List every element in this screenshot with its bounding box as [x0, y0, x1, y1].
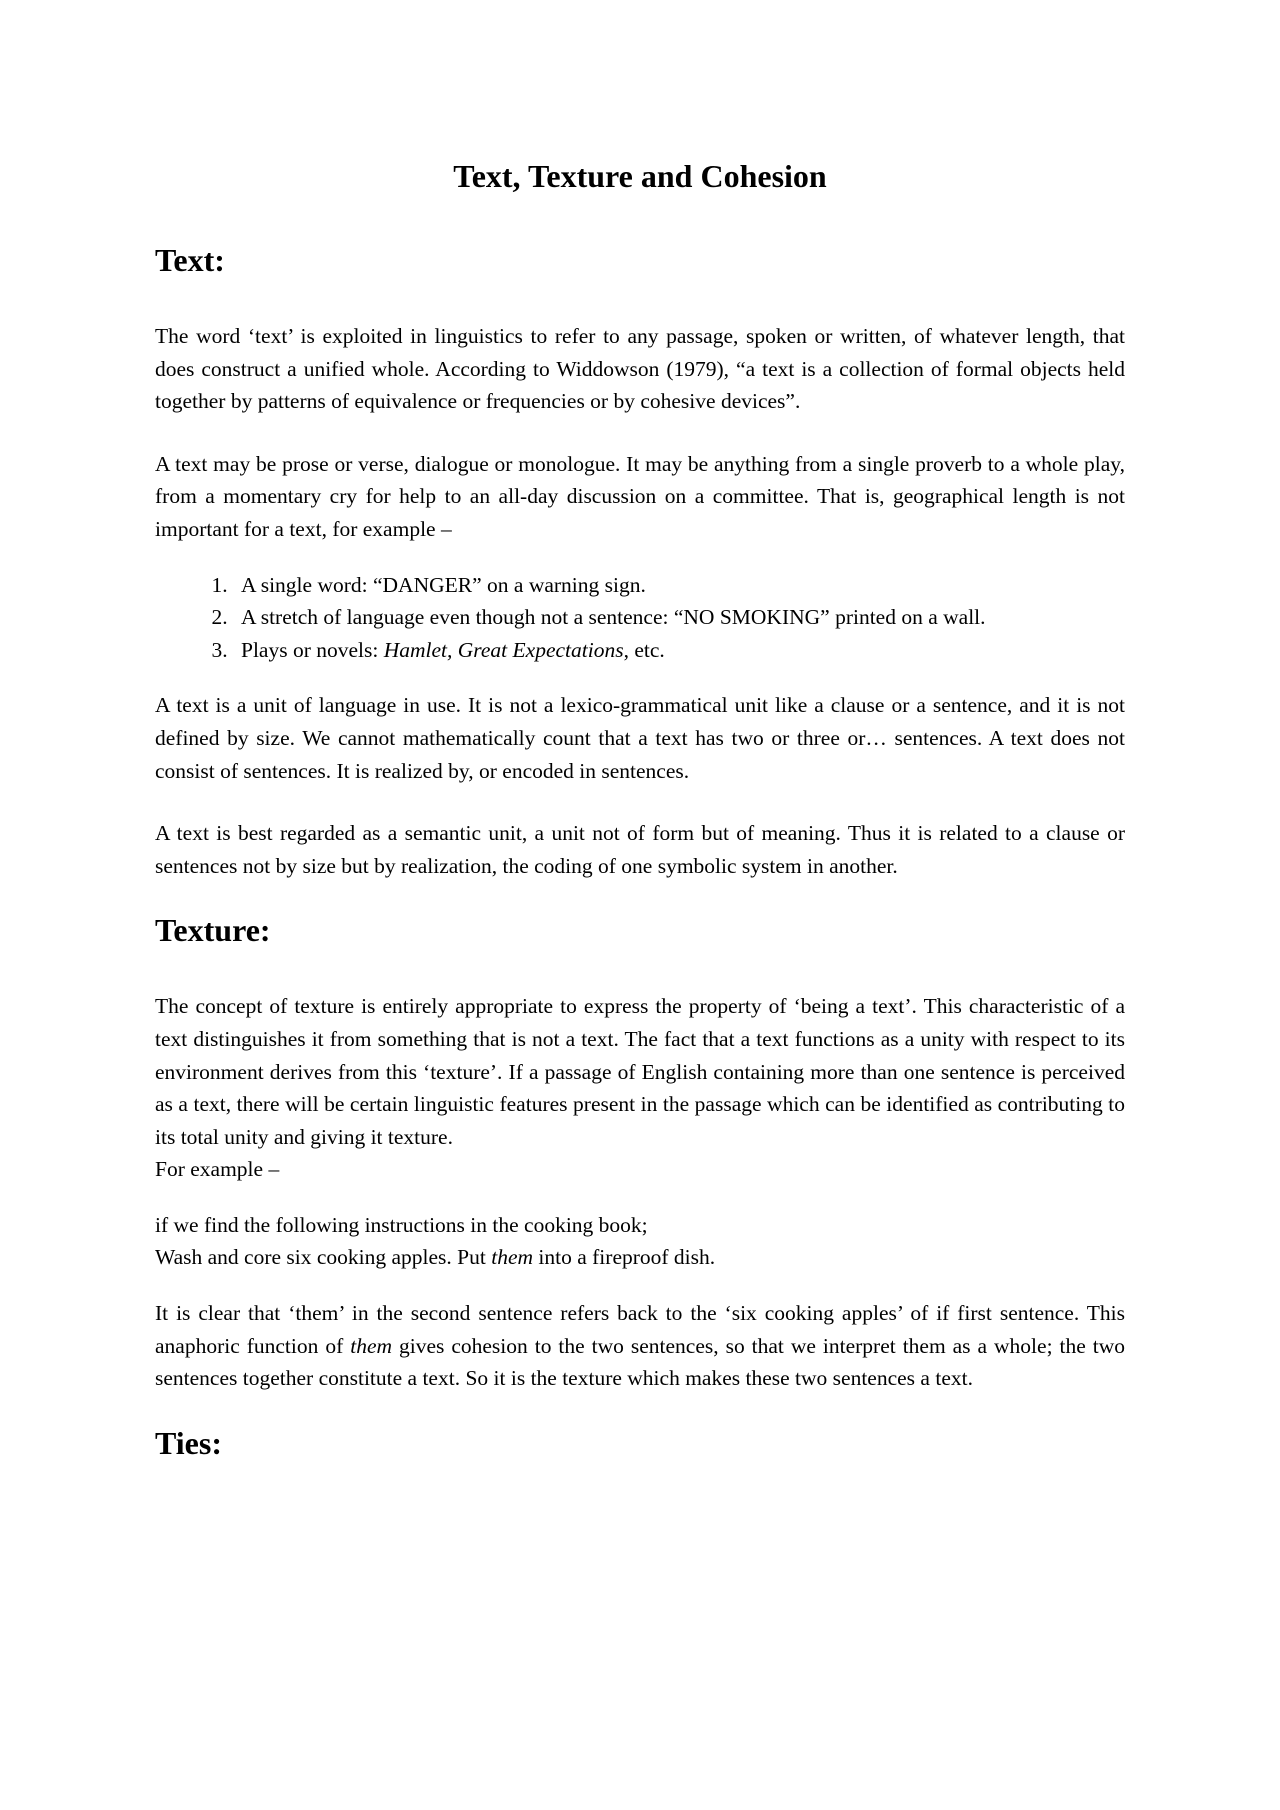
list-item: 2. A stretch of language even though not a sentence: “NO SMOKING” printed on a wall. — [233, 601, 1125, 634]
example-suffix: into a fireproof dish. — [533, 1245, 716, 1270]
heading-text: Text: — [155, 242, 225, 278]
texture-paragraph-1-body: The concept of texture is entirely appropriate to express the property of ‘being a text’. This characteristic of a text distinguishes it from something that is not a text. The fact that a text functions as a unity with respect to its environment derives from this ‘texture’. If a passage of English containing more than one sentence is perceived as a text, there will be certain linguistic features present in the passage which can be identified as contributing to its total unity and giving it texture. — [155, 994, 1125, 1149]
list-item — [233, 634, 1125, 667]
example-intro: if we find the following instructions in the cooking book; — [155, 1212, 648, 1237]
list-item-suffix: , etc. — [623, 637, 665, 662]
texture-paragraph-3-start: It is clear that ‘them’ in the second sentence refers back to the ‘six cooking apples’ of if first sentence. This anaphoric function of — [155, 1301, 1125, 1358]
example-prefix: Wash and core six cooking apples. Put — [155, 1245, 492, 1270]
text-paragraph-3: A text is a unit of language in use. It is not a lexico-grammatical unit like a clause or a sentence, and it is not defined by size. We cannot mathematically count that a text has two or three or… sentences. A text does not consist of sentences. It is realized by, or encoded in sentences. — [155, 693, 1125, 783]
page-title: Text, Texture and Cohesion — [453, 158, 827, 194]
texture-paragraph-1-tail: For example – — [155, 1157, 280, 1182]
text-paragraph-2: A text may be prose or verse, dialogue or monologue. It may be anything from a single proverb to a whole play, from a momentary cry for help to an all-day discussion on a committee. That is, geographical length is not important for a text, for example – — [155, 451, 1125, 541]
heading-ties: Ties: — [155, 1424, 222, 1461]
text-paragraph-4: A text is best regarded as a semantic unit, a unit not of form but of meaning. Thus it is related to a clause or sentences not by size but by realization, the coding of one symbolic system in another. — [155, 821, 1125, 878]
text-examples-list — [155, 569, 1125, 667]
texture-paragraph-3 — [155, 1297, 1125, 1395]
texture-example — [155, 1209, 1125, 1274]
list-item-prefix: Plays or novels: — [241, 637, 384, 662]
texture-paragraph-3-italic: them — [350, 1333, 393, 1358]
heading-texture: Texture: — [155, 912, 271, 949]
list-item-titles: Hamlet, Great Expectations — [383, 637, 624, 662]
texture-paragraph-3-end: gives cohesion to the two sentences, so that we interpret them as a whole; the two sentences together constitute a text. So it is the texture which makes these two sentences a text. — [155, 1333, 1125, 1391]
example-italic-word: them — [491, 1245, 534, 1270]
texture-paragraph-1 — [155, 990, 1125, 1186]
text-paragraph-1: The word ‘text’ is exploited in linguistics to refer to any passage, spoken or written, of whatever length, that does construct a unified whole. According to Widdowson (1979), “a text is a collection of formal objects held together by patterns of equivalence or frequencies or by cohesive devices”. — [155, 324, 1125, 414]
list-item: 1. A single word: “DANGER” on a warning sign. — [233, 569, 1125, 602]
